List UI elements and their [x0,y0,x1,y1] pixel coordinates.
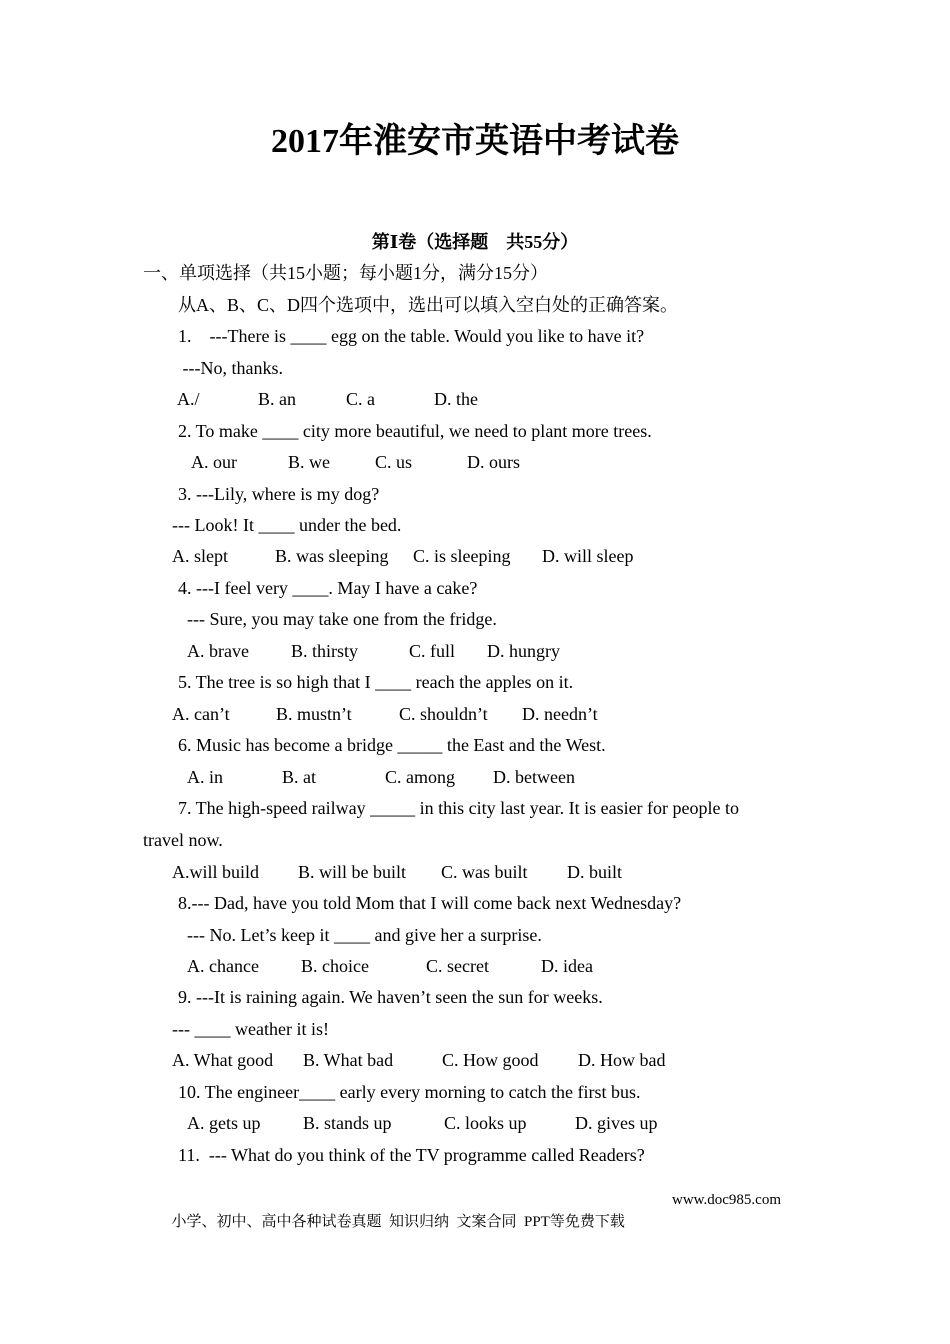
option-c: C. was built [441,862,528,882]
footer-url[interactable]: www.doc985.com [672,1192,782,1208]
option-a: A. our [191,452,237,472]
footer-text: 小学、初中、高中各种试卷真题 知识归纳 文案合同 PPT等免费下载 [171,1214,625,1230]
option-c: C. looks up [444,1113,527,1133]
option-d: D. built [567,862,623,882]
question-8-options [0,953,950,979]
page-footer [164,1189,804,1255]
exam-title: 2017年淮安市英语中考试卷 [271,123,679,160]
question-7-line-1: 7. The high-speed railway _____ in this city last year. It is easier for people to [178,798,740,818]
question-9-line-1: 9. ---It is raining again. We haven’t seen the sun for weeks. [178,987,603,1007]
option-a: A. slept [172,546,228,566]
option-d: D. will sleep [542,546,634,566]
option-c: C. among [385,767,455,787]
option-b: B. What bad [303,1050,394,1070]
option-a: A. chance [187,956,259,976]
option-a: A. in [187,767,223,787]
question-5-line-1: 5. The tree is so high that I ____ reach the apples on it. [178,672,574,692]
question-1-line-1: 1. ---There is ____ egg on the table. Would you like to have it? [178,326,645,346]
option-b: B. we [288,452,330,472]
option-d: D. needn’t [522,704,598,724]
option-a: A./ [177,389,200,409]
question-8-line-2: --- No. Let’s keep it ____ and give her a surprise. [187,925,542,945]
option-c: C. a [346,389,375,409]
part-heading: 一、单项选择（共15小题；每小题1分，满分15分） [143,263,548,283]
question-11-line-1: 11. --- What do you think of the TV programme called Readers? [178,1145,645,1165]
option-b: B. stands up [303,1113,392,1133]
option-b: B. was sleeping [275,546,389,566]
option-b: B. an [258,389,296,409]
question-3-line-2: --- Look! It ____ under the bed. [172,515,402,535]
question-2-options [0,449,950,475]
question-3-options [0,543,950,569]
question-4-line-1: 4. ---I feel very ____. May I have a cake? [178,578,478,598]
question-1-line-2: ---No, thanks. [178,358,283,378]
option-a: A. gets up [187,1113,261,1133]
question-2-line-1: 2. To make ____ city more beautiful, we need to plant more trees. [178,421,652,441]
option-c: C. shouldn’t [399,704,488,724]
question-8-line-1: 8.--- Dad, have you told Mom that I will come back next Wednesday? [178,893,682,913]
option-d: D. the [434,389,478,409]
question-6-options [0,764,950,790]
option-a: A. brave [187,641,249,661]
question-4-options [0,638,950,664]
option-c: C. is sleeping [413,546,511,566]
option-a: A. What good [172,1050,274,1070]
option-a: A. can’t [172,704,230,724]
option-c: C. secret [426,956,489,976]
option-a: A.will build [172,862,260,882]
question-7-line-2: travel now. [143,830,223,850]
question-9-line-2: --- ____ weather it is! [172,1019,329,1039]
question-5-options [0,701,950,727]
option-c: C. us [375,452,413,472]
question-9-options [0,1047,950,1073]
option-d: D. hungry [487,641,560,661]
question-10-line-1: 10. The engineer____ early every morning to catch the first bus. [178,1082,641,1102]
option-d: D. between [493,767,575,787]
question-4-line-2: --- Sure, you may take one from the fridge. [187,609,497,629]
option-d: D. idea [541,956,593,976]
option-b: B. will be built [298,862,406,882]
question-10-options [0,1110,950,1136]
option-b: B. thirsty [291,641,359,661]
option-c: C. full [409,641,456,661]
question-7-options [0,859,950,885]
question-1-options [0,386,950,412]
section-title: 第Ⅰ卷（选择题 共55分） [371,232,579,252]
instruction: 从A、B、C、D四个选项中，选出可以填入空白处的正确答案。 [178,295,679,315]
option-d: D. How bad [578,1050,666,1070]
option-b: B. choice [301,956,369,976]
question-6-line-1: 6. Music has become a bridge _____ the East and the West. [178,735,606,755]
option-b: B. mustn’t [276,704,352,724]
option-b: B. at [282,767,316,787]
option-d: D. gives up [575,1113,658,1133]
question-3-line-1: 3. ---Lily, where is my dog? [178,484,380,504]
option-c: C. How good [442,1050,539,1070]
option-d: D. ours [467,452,520,472]
